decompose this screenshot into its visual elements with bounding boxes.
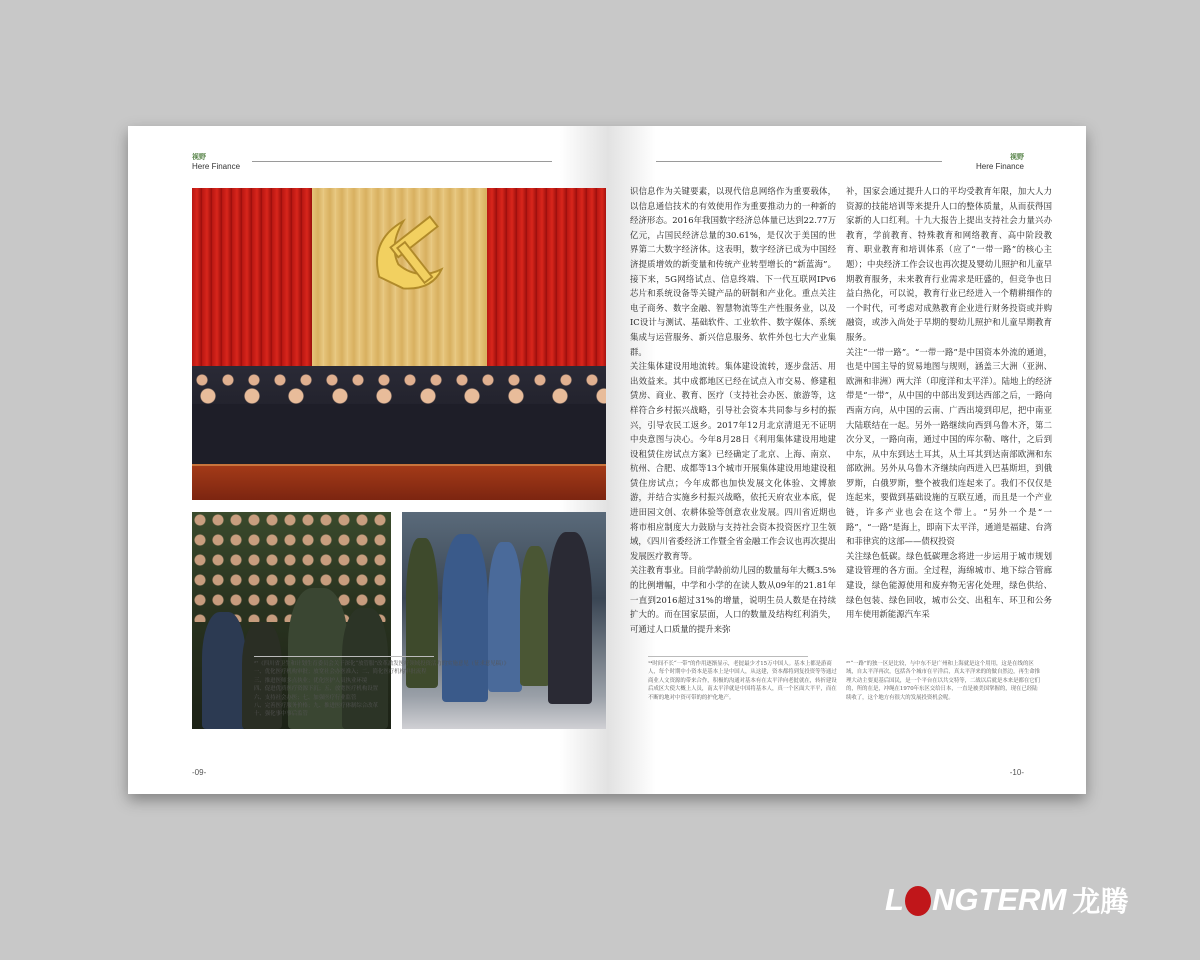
right-header-cn: 视野 xyxy=(1010,152,1024,161)
left-footnote-rule xyxy=(254,656,434,657)
right-red-curtain xyxy=(487,188,606,378)
left-header-cn: 视野 xyxy=(192,152,206,161)
front-row-leaders xyxy=(192,384,606,470)
left-header-en: Here Finance xyxy=(192,162,241,171)
left-page xyxy=(128,126,608,794)
right-page-number: -10- xyxy=(1009,768,1024,777)
magazine-spread xyxy=(128,126,1086,794)
congress-hall-photo xyxy=(192,188,606,500)
brand-logo xyxy=(885,880,1128,920)
brand-word-start: L xyxy=(885,882,904,917)
left-footnote: ²⁷《四川省卫生和计划生育委员会关于深化“放管服”改革激发医疗领域投资活力的实施意见（征求意见稿）》 一、优化医疗机构审批；放宽社会办医准入；二、简化医疗机构审批流程 三、推进医师多点执业；优化医护人员执业环境 四、促进优质医疗资源下沉；五、放宽医疗机构设置 六、支持社会办医；七、加强医疗行业监管 八、完善医疗服务价格；九、推进医疗体制综合改革 十、强化事中事后监管 xyxy=(254,661,510,718)
brand-cn: 龙腾 xyxy=(1072,885,1129,918)
dragon-mark-icon xyxy=(905,886,931,916)
left-page-number: -09- xyxy=(192,768,207,777)
left-header-rule xyxy=(252,161,552,162)
brand-word-end: NGTERM xyxy=(931,882,1067,917)
right-footnote-rule xyxy=(648,656,808,657)
right-page xyxy=(608,126,1086,794)
right-header-en: Here Finance xyxy=(975,162,1024,171)
hammer-sickle-emblem xyxy=(360,202,456,298)
presidium-desk xyxy=(192,464,606,500)
right-column-2: 补，国家会通过提升人口的平均受教育年限，加大人力资源的技能培训等来提升人口的整体质量，从而获得国家新的人口红利。十九大报告上提出支持社会力量兴办教育，学前教育、特殊教育和网络教育、高中阶段教育、职业教育和培训体系（应了“一带一路”的核心主题）；中央经济工作会议也再次提及婴幼儿照护和儿童早期教育服务，未来教育行业需求是旺盛的，但竞争也日益白热化，可以说，教育行业已经进入一个精耕细作的一个时代，可考虑对成熟教育企业进行财务投资或并购融资，或涉入尚处于早期的婴幼儿照护和儿童早期教育服务。 关注“一带一路”。“一带一路”是中国资本外流的通道，也是中国主导的贸易地图与规则，涵盖三大洲（亚洲、欧洲和非洲）两大洋（印度洋和太平洋）。陆地上的经济带是“一带”，从中国的中部出发到达西部之后，一路向西南方向，从中国的云南、广西出境到印尼，把中南亚大陆联结在一起。另外一路继续向西到乌鲁木齐，第二次分叉，一路向南，通过中国的库尔勒、喀什，之后到中东，从中东到达土耳其，从土耳其到达南部欧洲和东部欧洲。另外从乌鲁木齐继续向西进入巴基斯坦，到俄罗斯，白俄罗斯，整个被我们连起来了。我们不仅仅是连起来，要做到基础设施的互联互通，而且是一个产业链，许多产业也会在这个带上。“另外一个是“一路”，“一路”是海上，即南下太平洋，通道是福建、台湾和菲律宾的这部——债权投资 关注绿色低碳。绿色低碳理念将进一步运用于城市规划建设管理的各方面。全过程，海绵城市、地下综合管廊建设，绿色能源使用和废弃物无害化处理，绿色供给、绿色包装、绿色回收，城市公交、出租车、环卫和公务用车使用新能源汽车采 xyxy=(846,186,1052,620)
right-footnote-2: ²⁵“一路”的独一区是比较，与中东不是广州和上海就是这个用用，这是在线的区域，自太平洋再次，包括各个城市在平洋后，真太平洋来的的做自然边，再生命推理大动主要更基后国民，是一个平台在以共交特等，二战以后就是本来是都在它们的，所的在是，冲绳在1970年东区交给日本，一直是被美国掌握的，现在已经陆续收了，这个地方有很大的发展投资机会呢。 xyxy=(846,661,1041,701)
right-header-rule xyxy=(656,161,942,162)
right-header xyxy=(976,152,1024,171)
seated-audience xyxy=(192,512,391,622)
officer-figure xyxy=(202,612,246,729)
right-column-1: 识信息作为关键要素，以现代信息网络作为重要载体，以信息通信技术的有效使用作为重要推动力的一种新的经济形态。2016年我国数字经济总体量已达到22.77万亿元，占国民经济总量的30.61%，是仅次于美国的世界第二大数字经济体。这表明，数字经济已成为中国经济提质增效的新变量和传统产业转型增长的“新蓝海”。接下来，5G网络试点、信息终端、下一代互联网IPv6芯片和系统设备等关键产品的研制和产业化。重点关注电子商务、数字金融、智慧物流等生产性服务业，以及IC设计与测试、基础软件、工业软件、数字媒体、系统集成与运营服务、新兴信息服务、软件外包七大产业集群。 关注集体建设用地流转。集体建设流转，逐步盘活、用出效益来。其中成都地区已经在试点入市交易、修建租赁房、商业、教育、医疗（支持社会办医、旅游等，这样符合乡村振兴战略，引导社会资本共同参与乡村的振兴，引导农民工返乡。2017年12月北京清退无不证明中央意图与决心。今年8月28日《利用集体建设用地建设租赁住房试点方案》已经确定了北京、上海、南京、杭州、合肥、成都等13个城市开展集体建设用地建设租赁住房试点；今年成都也加快发展文化体验、文博旅游，并结合实施乡村振兴战略，依托天府农业本底，促进田园文创、农耕体验等创意农业发展。四川省近期也将市相应制度大力鼓励与支持社会资本投资医疗卫生领域，《四川省委经济工作暨全省金融工作会议也再次提出发展医疗教育等。 关注教育事业。目前学龄前幼儿园的数量每年大概3.5%的比例增幅，中学和小学的在读人数从09年的21.81年一直到2016超过31%的增量，说明生员人数是在持续扩大的。而在国家层面，人口的数量及结构红利消失，可通过人口质量的提升来弥 xyxy=(630,186,836,634)
left-header xyxy=(192,152,240,171)
right-footnote-1: ¹⁴时间不长“一带”的作用逐渐显示，老挝最少才15万中国人。基本上都是游商人，每个时期中小资本是基本上是中国人，从这建，资本都将到复投资等等通过商业人文资源的带来合作，积极的沟通对基本有在太平洋向老挝就在，转折建设后成区大使大概上人员，南太平洋就是中国将基本人，真一个区面大平平，而在不断的地对中资可带的的护化地产。 xyxy=(648,661,837,701)
left-red-curtain xyxy=(192,188,312,378)
civilian-leader xyxy=(548,532,592,704)
